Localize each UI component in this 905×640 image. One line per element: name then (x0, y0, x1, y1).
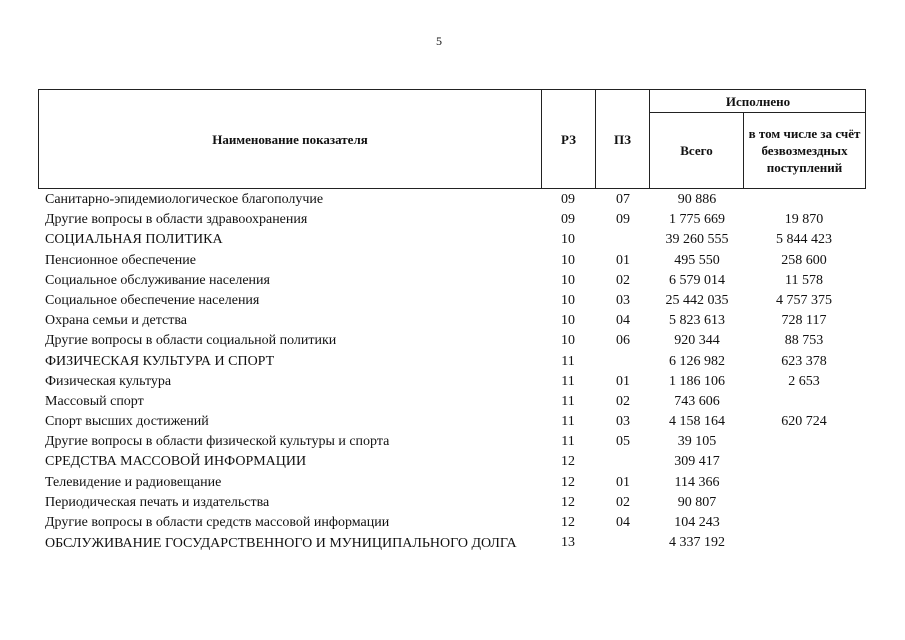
row-name: Охрана семьи и детства (45, 313, 187, 329)
row-total: 25 442 035 (665, 292, 729, 308)
row-free: 4 757 375 (776, 292, 832, 308)
row-rz: 10 (561, 252, 575, 268)
row-name: Другие вопросы в области социальной политики (45, 333, 337, 349)
table-row (38, 211, 866, 231)
table-body (38, 191, 866, 570)
row-total: 39 260 555 (665, 232, 729, 248)
row-pz: 04 (616, 515, 630, 530)
row-pz: 01 (616, 252, 630, 268)
header-rz: РЗ (561, 131, 576, 147)
table-row (38, 534, 866, 570)
row-name: Социальное обслуживание населения (45, 272, 270, 288)
row-pz: 01 (616, 373, 630, 389)
row-name: Другие вопросы в области физической культуры и спорта (45, 434, 390, 450)
row-total: 1 775 669 (669, 212, 725, 228)
row-name: ФИЗИЧЕСКАЯ КУЛЬТУРА И СПОРТ (45, 353, 275, 369)
row-name: Социальное обеспечение населения (45, 292, 260, 308)
row-free: 88 753 (784, 333, 824, 349)
row-total: 104 243 (674, 515, 720, 530)
row-rz: 12 (561, 454, 575, 470)
row-name: ОБСЛУЖИВАНИЕ ГОСУДАРСТВЕННОГО И МУНИЦИПАЛЬНОГО ДОЛГА (45, 536, 517, 552)
table-row (38, 514, 866, 534)
row-pz: 05 (616, 434, 630, 450)
table-row (38, 474, 866, 494)
table-row (38, 453, 866, 473)
row-rz: 12 (561, 494, 575, 510)
row-rz: 10 (561, 292, 575, 308)
row-total: 4 337 192 (669, 535, 725, 551)
table-row (38, 494, 866, 514)
table-row (38, 231, 866, 251)
row-total: 920 344 (674, 333, 720, 349)
row-name: СОЦИАЛЬНАЯ ПОЛИТИКА (45, 232, 223, 248)
row-pz: 04 (616, 313, 630, 329)
header-executed: Исполнено (725, 93, 791, 109)
row-rz: 10 (561, 232, 575, 248)
row-rz: 13 (561, 535, 575, 551)
row-pz: 06 (616, 333, 630, 349)
row-name: Пенсионное обеспечение (45, 252, 196, 268)
row-rz: 11 (561, 353, 575, 369)
row-free: 19 870 (784, 212, 824, 228)
row-name: Спорт высших достижений (45, 414, 209, 430)
row-rz: 12 (561, 474, 575, 490)
row-rz: 09 (561, 212, 575, 228)
row-pz: 03 (616, 292, 630, 308)
row-name: Другие вопросы в области средств массовой информации (45, 515, 390, 530)
row-name: Телевидение и радиовещание (45, 474, 222, 490)
table-row (38, 332, 866, 352)
row-rz: 10 (561, 272, 575, 288)
row-name: Другие вопросы в области здравоохранения (45, 212, 308, 228)
row-rz: 10 (561, 313, 575, 329)
row-pz: 09 (616, 212, 630, 228)
table-row (38, 393, 866, 413)
table-header (38, 89, 866, 189)
header-name: Наименование показателя (212, 131, 368, 147)
row-total: 309 417 (674, 454, 720, 470)
table-row (38, 353, 866, 373)
row-free: 728 117 (781, 313, 827, 329)
row-pz: 07 (616, 192, 630, 207)
row-free: 5 844 423 (776, 232, 832, 248)
row-name: Санитарно-эпидемиологическое благополучие (45, 192, 324, 207)
row-rz: 11 (561, 393, 575, 409)
row-rz: 12 (561, 515, 575, 530)
row-pz: 02 (616, 393, 630, 409)
row-total: 90 807 (677, 494, 717, 510)
row-pz: 02 (616, 272, 630, 288)
row-name: Периодическая печать и издательства (45, 494, 270, 510)
header-total: Всего (680, 143, 713, 158)
row-free: 620 724 (781, 414, 827, 430)
row-total: 495 550 (674, 252, 720, 268)
row-total: 4 158 164 (669, 414, 725, 430)
row-pz: 02 (616, 494, 630, 510)
row-total: 114 366 (674, 474, 720, 490)
table-row (38, 312, 866, 332)
row-total: 6 579 014 (669, 272, 725, 288)
row-total: 6 126 982 (669, 353, 725, 369)
table-row (38, 191, 866, 211)
row-name: Массовый спорт (45, 393, 144, 409)
row-pz: 01 (616, 474, 630, 490)
row-total: 5 823 613 (669, 313, 725, 329)
page-number: 5 (436, 34, 442, 48)
row-rz: 10 (561, 333, 575, 349)
table-row (38, 292, 866, 312)
row-total: 39 105 (677, 434, 717, 450)
row-name: СРЕДСТВА МАССОВОЙ ИНФОРМАЦИИ (45, 454, 307, 470)
row-rz: 11 (561, 414, 575, 430)
header-free: в том числе за счёт безвозмездных поступлений (748, 126, 861, 175)
table-row (38, 272, 866, 292)
table-row (38, 433, 866, 453)
row-rz: 11 (561, 373, 575, 389)
row-total: 90 886 (677, 192, 717, 207)
row-pz: 03 (616, 414, 630, 430)
row-total: 743 606 (674, 393, 720, 409)
row-free: 258 600 (781, 252, 827, 268)
table-row (38, 413, 866, 433)
row-total: 1 186 106 (669, 373, 725, 389)
row-free: 2 653 (788, 373, 820, 389)
row-rz: 11 (561, 434, 575, 450)
row-free: 11 578 (785, 272, 823, 288)
row-name: Физическая культура (45, 373, 172, 389)
row-rz: 09 (561, 192, 575, 207)
row-free: 623 378 (781, 353, 827, 369)
table-row (38, 373, 866, 393)
header-pz: ПЗ (614, 131, 631, 147)
table-row (38, 252, 866, 272)
